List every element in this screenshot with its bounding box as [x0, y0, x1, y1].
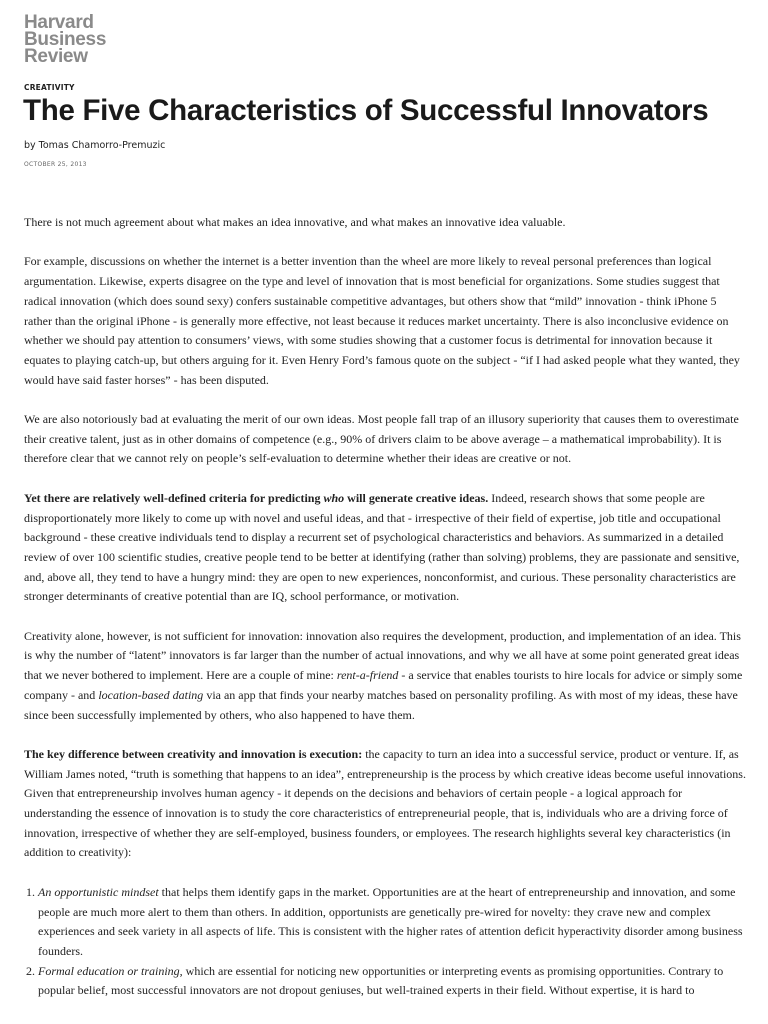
paragraph-4 — [24, 489, 746, 607]
list-item — [38, 962, 746, 1001]
paragraph-6 — [24, 745, 746, 863]
article-byline: by Tomas Chamorro-Premuzic — [24, 140, 166, 151]
paragraph-1: There is not much agreement about what makes an idea innovative, and what makes an innovative idea valuable. — [24, 215, 566, 229]
paragraph-5 — [24, 627, 746, 726]
logo-line-3: Review — [24, 46, 88, 67]
logo-line-2: Business — [24, 29, 107, 50]
list-item-2-rest: which are essential for noticing new opportunities or interpreting events as promising opportunities. Contrary to popular belief, most successful innovators are not dropout geniuses, but well-trained experts in their field. Without expertise, it is hard to — [38, 963, 724, 998]
article-category[interactable]: CREATIVITY — [24, 83, 75, 92]
paragraph-5-b: - a service that enables tourists to hire locals for advice or simply some company - and — [24, 668, 743, 702]
article-date: OCTOBER 25, 2013 — [24, 161, 87, 168]
list-item-1-rest: that helps them identify gaps in the market. Opportunities are at the heart of entrepreneurship and innovation, and some people are much more alert to them than others. In addition, opportunists are genetically pre-wired for novelty: they crave new and complex experiences and seek variety in all aspects of life. This is consistent with the higher rates of attention deficit hyperactivity disorder among business founders. — [38, 884, 743, 958]
paragraph-5-c: via an app that finds your nearby matches based on personality profiling. As with most of my ideas, these have since been successfully implemented by others, who also happened to have them. — [24, 687, 738, 722]
paragraph-6-rest: the capacity to turn an idea into a successful service, product or venture. If, as William James noted, “truth is something that happens to an idea”, entrepreneurship is the process by which creative ideas become useful innovations. Given that entrepreneurship involves human agency - it depends on the decisions and behaviors of certain people - a logical approach for understanding the essence of innovation is to study the core characteristics of entrepreneurial people, that is, individuals who are a driving force of innovation, irrespective of whether they are self-employed, business founders, or employees. The research highlights several key characteristics (in addition to creativity): — [24, 746, 746, 860]
paragraph-5-a: Creativity alone, however, is not sufficient for innovation: innovation also requires the development, production, and implementation of an idea. This is why the number of “latent” innovators is far larger than the number of actual innovations, and why we all have at some point generated great ideas that we never bothered to implement. Here are a couple of mine: — [24, 628, 741, 683]
list-item-1-lead: An opportunistic mindset — [38, 884, 159, 899]
logo-line-1: Harvard — [24, 12, 94, 33]
paragraph-4-rest: Indeed, research shows that some people are disproportionately more likely to come up with novel and useful ideas, and that - irrespective of their field of expertise, job title and occupational background - these creative individuals tend to display a recurrent set of psychological characteristics and behaviors. As summarized in a detailed review of over 100 scientific studies, creative people tend to be better at identifying (rather than solving) problems, they are passionate and sensitive, and, above all, they tend to have a hungry mind: they are open to new experiences, nonconformist, and curious. These personality characteristics are stronger determinants of creative potential than are IQ, school performance, or motivation. — [24, 490, 740, 604]
paragraph-2: For example, discussions on whether the internet is a better invention than the wheel are more likely to reveal personal preferences than logical argumentation. Likewise, experts disagree on the type and level of innovation that is most beneficial for organizations. Some studies suggest that radical innovation (which does sound sexy) confers sustainable competitive advantages, but others show that “mild” innovation - think iPhone 5 rather than the original iPhone - is generally more effective, not least because it reduces market uncertainty. There is also inconclusive evidence on whether we should pay attention to consumers’ views, with some studies showing that a customer focus is detrimental for innovation because it equates to playing catch-up, but others arguing for it. Even Henry Ford’s famous quote on the subject - “if I had asked people what they wanted, they would have said faster horses” - has been disputed. — [24, 254, 740, 387]
paragraph-4-lead — [24, 491, 488, 505]
list-item — [38, 883, 746, 962]
paragraph-4-lead-b: will generate creative ideas. — [344, 490, 489, 505]
article-title: The Five Characteristics of Successful Innovators — [23, 94, 709, 127]
hbr-logo[interactable] — [24, 14, 106, 65]
list-item-2-lead: Formal education or training, — [38, 963, 183, 978]
paragraph-5-em-2: location-based dating — [98, 687, 204, 702]
paragraph-4-lead-em: who — [323, 490, 345, 505]
paragraph-6-lead: The key difference between creativity and innovation is execution: — [24, 746, 363, 761]
characteristics-list — [24, 883, 746, 1001]
article-body — [24, 213, 746, 1001]
paragraph-5-em-1: rent-a-friend — [336, 668, 399, 683]
paragraph-4-lead-a: Yet there are relatively well-defined criteria for predicting — [24, 490, 324, 505]
paragraph-3: We are also notoriously bad at evaluating the merit of our own ideas. Most people fall trap of an illusory superiority that causes them to overestimate their creative talent, just as in other domains of competence (e.g., 90% of drivers claim to be above average – a mathematical improbability). It is therefore clear that we cannot rely on people’s self-evaluation to determine whether their ideas are creative or not. — [24, 412, 739, 466]
